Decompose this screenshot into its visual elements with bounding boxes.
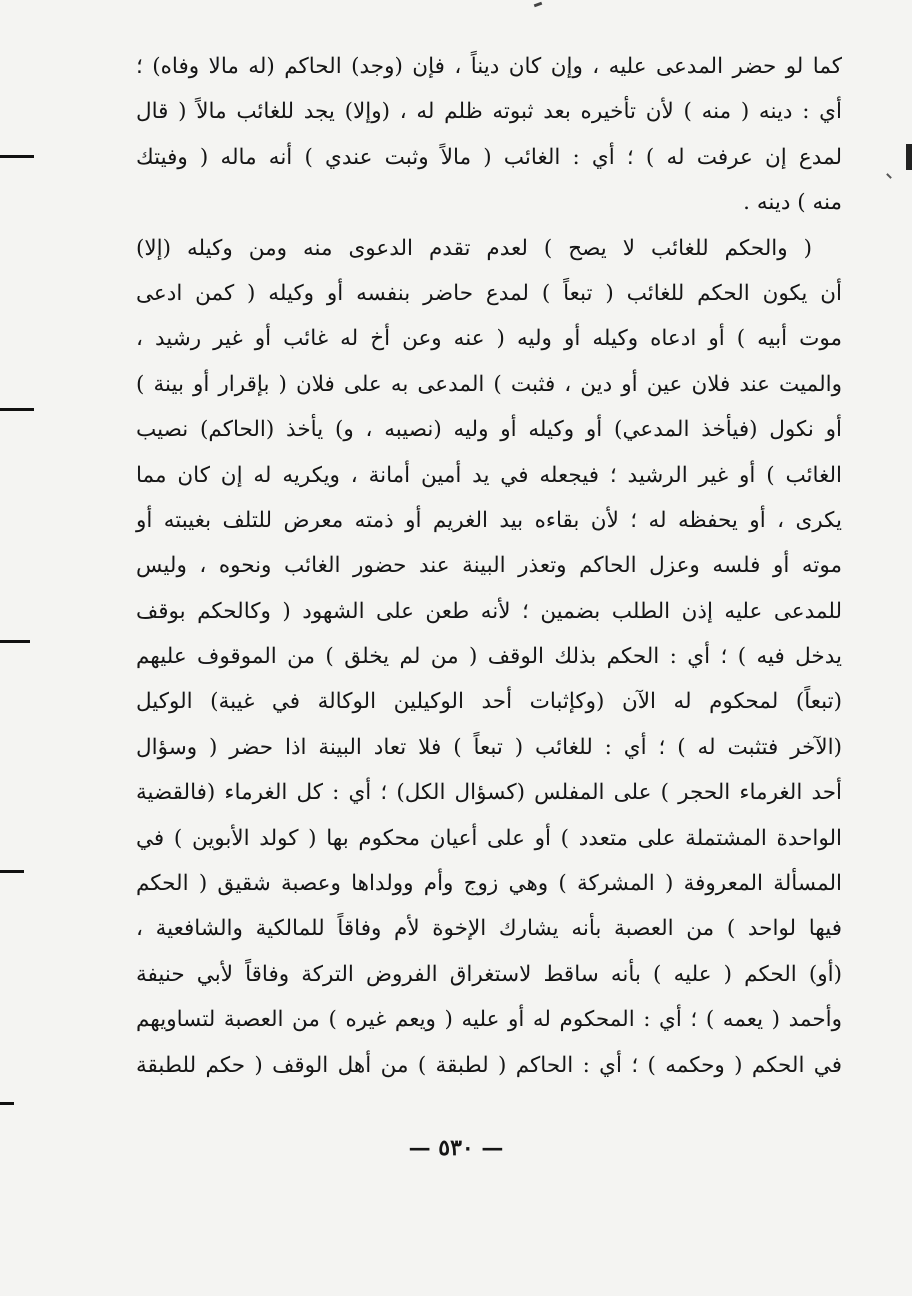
scan-speck	[534, 2, 543, 8]
margin-mark	[0, 155, 34, 158]
text-line: الواحدة المشتملة على متعدد ) أو على أعيان محكوم بها ( كولد الأبوين ) في	[136, 825, 842, 851]
margin-mark	[0, 870, 24, 873]
text-line: (الآخر فتثبت له ) ؛ أي : للغائب ( تبعاً ) فلا تعاد البينة اذا حضر ( وسؤال	[136, 734, 842, 760]
paragraph-first-line: ( والحكم للغائب لا يصح ) لعدم تقدم الدعوى منه ومن وكيله (إلا)	[136, 235, 812, 261]
text-line: (أو) الحكم ( عليه ) بأنه ساقط لاستغراق الفروض التركة وفاقاً لأبي حنيفة	[136, 961, 842, 987]
text-line: أحد الغرماء الحجر ) على المفلس (كسؤال الكل) ؛ أي : كل الغرماء (فالقضية	[136, 780, 842, 806]
margin-mark	[0, 640, 30, 643]
text-line: يكرى ، أو يحفظه له ؛ لأن بقاءه بيد الغريم أو ذمته معرض للتلف بغيبته أو	[136, 507, 842, 533]
text-line: منه ) دينه .	[743, 190, 842, 216]
margin-mark	[0, 1102, 14, 1105]
margin-mark	[0, 408, 34, 411]
text-line: موت أبيه ) أو ادعاه وكيله أو وليه ( عنه وعن أخ له غائب أو غير رشيد ،	[136, 326, 842, 352]
text-line: أن يكون الحكم للغائب ( تبعاً ) لمدع حاضر بنفسه أو وكيله ( كمن ادعى	[136, 280, 842, 306]
text-line: فيها لواحد ) من العصبة بأنه يشارك الإخوة لأم وفاقاً للمالكية والشافعية ،	[136, 916, 842, 942]
text-line: لمدع إن عرفت له ) ؛ أي : الغائب ( مالاً وثبت عندي ) أنه ماله ( وفيتك	[136, 144, 842, 170]
text-line: المسألة المعروفة ( المشركة ) وهي زوج وأم وولداها وعصبة شقيق ( الحكم	[136, 871, 842, 897]
text-line: وأحمد ( يعمه ) ؛ أي : المحكوم له أو عليه ( ويعم غيره ) من العصبة لتساويهم	[136, 1007, 842, 1033]
text-line: يدخل فيه ) ؛ أي : الحكم بذلك الوقف ( من لم يخلق ) من الموقوف عليهم	[136, 644, 842, 670]
text-line: في الحكم ( وحكمه ) ؛ أي : الحاكم ( لطبقة ) من أهل الوقف ( حكم للطبقة	[136, 1052, 842, 1078]
scan-speck	[886, 173, 892, 179]
text-line: موته أو فلسه وعزل الحاكم وتعذر البينة عند حضور الغائب ونحوه ، وليس	[136, 553, 842, 579]
text-line: أي : دينه ( منه ) لأن تأخيره بعد ثبوته ظلم له ، (وإلا) يجد للغائب مالاً ( قال	[136, 99, 842, 125]
text-line: أو نكول (فيأخذ المدعي) أو وكيله أو وليه (نصيبه ، و) يأخذ (الحاكم) نصيب	[136, 417, 842, 443]
margin-mark	[906, 144, 912, 170]
text-line: والميت عند فلان عين أو دين ، فثبت ) المدعى به على فلان ( بإقرار أو بينة )	[136, 371, 842, 397]
text-line: للمدعى عليه إذن الطلب بضمين ؛ لأنه طعن على الشهود ( وكالحكم بوقف	[136, 598, 842, 624]
page-number: — ٥٣٠ —	[408, 1135, 504, 1161]
body-text	[136, 44, 842, 1088]
text-line: الغائب ) أو غير الرشيد ؛ فيجعله في يد أمين أمانة ، ويكريه له إن كان مما	[136, 462, 842, 488]
text-line: كما لو حضر المدعى عليه ، وإن كان ديناً ، فإن (وجد) الحاكم (له مالا وفاه) ؛	[136, 54, 842, 79]
text-line: (تبعاً) لمحكوم له الآن (وكإثبات أحد الوكيلين الوكالة في غيبة) الوكيل	[136, 689, 842, 715]
